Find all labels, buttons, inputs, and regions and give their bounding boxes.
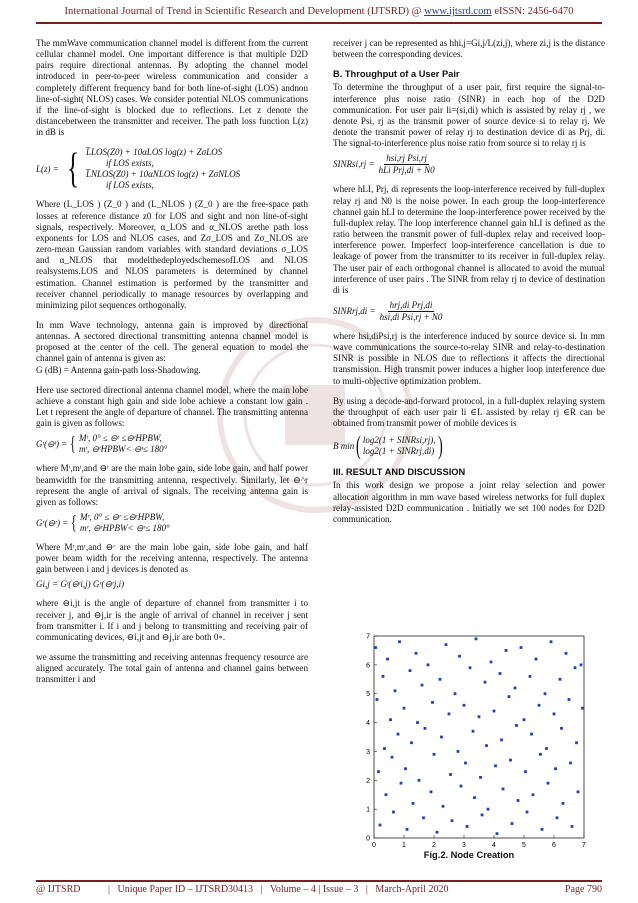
node-point xyxy=(529,675,532,678)
eq-sinr-rd-numerator: hrj,di Prj,di xyxy=(389,299,433,310)
journal-title: International Journal of Trend in Scientific Research and Development (IJTSRD) xyxy=(64,6,410,17)
paragraph-results-intro: In this work design we propose a joint relay selection and power allocation algorithm in mm wave based wireless networks for full duplex relay-assisted D2D communication . Initially we set 100 nodes for D2D communication. xyxy=(333,480,605,524)
node-point xyxy=(565,652,568,655)
node-point xyxy=(376,698,379,701)
node-point xyxy=(454,692,457,695)
node-point xyxy=(496,832,499,835)
x-tick-label: 0 xyxy=(372,842,376,849)
node-point xyxy=(383,747,386,750)
footer-publisher: @ IJTSRD xyxy=(36,884,81,895)
paragraph-gain-equation: G (dB) = Antenna gain-path loss-Shadowing. xyxy=(36,364,201,375)
node-point xyxy=(415,652,418,655)
footer-page-number: Page 790 xyxy=(565,884,602,895)
x-tick-label: 4 xyxy=(492,842,496,849)
x-tick-label: 3 xyxy=(462,842,466,849)
node-point xyxy=(449,773,452,776)
node-point xyxy=(403,707,406,710)
equation-sinr-relay-dest xyxy=(333,300,605,323)
node-point xyxy=(523,718,526,721)
paragraph-loop-interference: where hLI, Prj, di represents the loop-interference received by full-duplex relay rj and N0 is the noise power. In each group the loop-interference channel gain hLI to determine the loop-interference power received by the full-duplex relay. The loop interference channel gain hLI is defined as the ratio between the transmit power of full-duplex relay and received loop-interference power. Imperfect loop-interference cancellation is due to leakage of power from the transmitter to its receiver in full-duplex relay. The user pair of each orthogonal channel is allocated to avoid the mutual interference of user pairs . The SINR from relay rj to device of destination di is xyxy=(333,184,605,295)
paragraph-alignment: we assume the transmitting and receiving antennas frequency resource are aligned accurately. The total gain of antenna and channel gains between transmitter i and xyxy=(36,652,308,685)
node-point xyxy=(515,724,518,727)
node-point xyxy=(406,828,409,831)
node-point xyxy=(511,822,514,825)
equation-throughput xyxy=(333,433,605,459)
eq-path-loss-case2: L̅NLOS(Z0) + 10αNLOS log(z) + ZσNLOS xyxy=(86,169,241,180)
node-point xyxy=(433,753,436,756)
node-point xyxy=(500,738,503,741)
paren-symbol: ( xyxy=(356,431,361,461)
node-point xyxy=(556,816,559,819)
paragraph-tx-params: where Mᵗ,mᵗ,and ⊖ᵗ are the main lobe gain, side lobe gain, and half power beamwidth for the transmitting antenna, respectively. Similarly, let ⊖^r represent the angle of arrival of signals. The receiving antenna gain is given as follows: xyxy=(36,463,308,507)
paragraph-decode-forward: By using a decode-and-forward protocol, in a full-duplex relaying system the throughput of each user pair li ∈L assisted by relay rj ∈R can be obtained from transmit power of mobile devices is xyxy=(333,395,605,429)
node-point xyxy=(439,678,442,681)
node-point xyxy=(379,824,382,827)
eq-rx-gain-case1: Mʳ, 0° ≤ ⊖ʳ ≤⊖ʳHPBW, xyxy=(79,512,165,522)
node-point xyxy=(451,819,454,822)
node-point xyxy=(580,663,583,666)
paragraph-sinr-intro: To determine the throughput of a user pair, first require the signal-to-interference plus noise ratio (SINR) in each hop of the D2D communication. For user pair li=(si,di) which is assisted by relay rj , we denote Psi, rj as the transmit power of source device si to relay rj. We denote the transmit power of relay rj to destination device di as Prj, di. The signal-to-interference plus noise ratio from source si to relay rj is xyxy=(333,82,605,149)
x-tick-label: 2 xyxy=(432,842,436,849)
eq-sinr-sr-fraction xyxy=(377,153,437,176)
node-point xyxy=(485,744,488,747)
paragraph-channel-gain: receiver j can be represented as hhi,j=Gi,j/L(zi,j), where zi,j is the distance between the corresponding devices. xyxy=(333,38,605,60)
paren-symbol: ) xyxy=(437,431,443,461)
equation-path-loss xyxy=(36,147,308,191)
y-tick-label: 7 xyxy=(366,633,370,641)
node-point xyxy=(547,782,550,785)
node-point xyxy=(494,764,497,767)
node-point xyxy=(493,710,496,713)
node-point xyxy=(517,799,520,802)
eq-sinr-rd-fraction xyxy=(378,300,445,323)
node-point xyxy=(559,678,562,681)
eq-sinr-rd-lhs: SINRrj,di = xyxy=(333,305,376,316)
paragraph-rx-params: Where Mʳ,mʳ,and ⊖ʳ are the main lobe gain, side lobe gain, and half power beam width for the receiving antenna, respectively. The antenna gain between i and j devices is denoted as xyxy=(36,542,308,575)
node-point xyxy=(377,770,380,773)
header-at: @ xyxy=(411,6,422,17)
equation-antenna-gain-ij: Gi,j = Gᵗ(⊖ᵗi,j) Gʳ(⊖ʳj,i) xyxy=(36,579,125,590)
node-point xyxy=(469,666,472,669)
node-point xyxy=(389,718,392,721)
node-creation-scatter-chart xyxy=(360,632,588,850)
y-tick-label: 0 xyxy=(366,835,370,843)
paragraph-interference-source: where hsi,diPsi,rj is the interference induced by source device si. In mm wave communications the source-to-relay SINR and relay-to-destination SINR is possible in NLOS due to reflections it affects the directional transmission. High transmit power induces a higher loop interference due to multi-objective optimization problem. xyxy=(333,330,605,386)
node-point xyxy=(553,713,556,716)
footer-sep: | xyxy=(260,884,263,895)
eq-sinr-sr-lhs: SINRsi,rj = xyxy=(333,159,375,170)
node-point xyxy=(458,655,461,658)
node-point xyxy=(530,733,533,736)
node-point xyxy=(440,736,443,739)
figure-caption: Fig.2. Node Creation xyxy=(423,850,515,860)
node-point xyxy=(532,793,535,796)
eq-throughput-row2: log2(1 + SINRrj,di) xyxy=(362,446,435,457)
node-point xyxy=(457,750,460,753)
equation-sinr-source-relay xyxy=(333,153,605,176)
y-tick-label: 2 xyxy=(366,777,370,785)
node-point xyxy=(526,811,529,814)
node-point xyxy=(568,698,571,701)
node-point xyxy=(430,790,433,793)
eq-sinr-rd-denominator: hsi,di Psi,rj + N0 xyxy=(379,311,443,322)
node-point xyxy=(445,643,448,646)
equation-receive-gain xyxy=(36,512,308,534)
y-tick-label: 1 xyxy=(366,806,370,814)
node-point xyxy=(505,649,508,652)
eq-rx-gain-lhs: Gʳ(⊖ʳ) = xyxy=(36,517,69,528)
x-tick-label: 6 xyxy=(552,842,556,849)
node-point xyxy=(508,695,511,698)
node-point xyxy=(509,759,512,762)
node-point xyxy=(397,733,400,736)
node-point xyxy=(421,684,424,687)
node-point xyxy=(382,675,385,678)
right-column xyxy=(333,38,605,534)
footer-sep: | xyxy=(108,884,111,895)
node-point xyxy=(385,793,388,796)
node-point xyxy=(487,808,490,811)
node-point xyxy=(464,762,467,765)
node-point xyxy=(581,707,584,710)
node-point xyxy=(560,727,563,730)
paragraph-angles: where ⊖i,jt is the angle of departure of channel from transmitter i to receiver j, and ⊖j,ir is the angle of arrival of channel in receiver j sent from transmitter i. If i and j belong to transmitting and receiving pair of communicating devices, ⊖i,jt and ⊖j,ir are both 0∘. xyxy=(36,598,308,642)
node-point xyxy=(569,762,572,765)
brace-symbol: { xyxy=(71,512,78,534)
node-point xyxy=(463,704,466,707)
equation-transmit-gain xyxy=(36,433,308,455)
brace-symbol: { xyxy=(66,146,79,193)
y-tick-label: 5 xyxy=(366,691,370,699)
node-point xyxy=(409,669,412,672)
node-point xyxy=(374,646,377,649)
x-tick-label: 7 xyxy=(582,842,586,849)
eq-throughput-lhs: B min xyxy=(333,440,355,451)
node-point xyxy=(575,741,578,744)
node-point xyxy=(448,713,451,716)
node-point xyxy=(554,767,557,770)
node-point xyxy=(404,767,407,770)
node-point xyxy=(386,658,389,661)
paragraph-channel-model: The mmWave communication channel model is different from the current cellular channel model. One important difference is that multiple D2D pairs require directional antennas. By adopting the channel model introduced in peer-to-peer wireless communication and consider a completely different frequency band for both line-of-sight (LOS) andnon line-of-sight( NLOS) cases. We consider potential NLOS communications if the line-of-sight is blocked due to reflections. Let z denote the distancebetween the transmitter and receiver. The path loss function L(z) in dB is xyxy=(36,38,308,138)
node-point xyxy=(416,721,419,724)
node-point xyxy=(398,640,401,643)
node-point xyxy=(490,661,493,664)
node-point xyxy=(538,704,541,707)
journal-issn: eISSN: 2456-6470 xyxy=(494,6,574,17)
node-point xyxy=(442,805,445,808)
node-point xyxy=(478,715,481,718)
node-point xyxy=(392,811,395,814)
section-heading-results: III. RESULT AND DISCUSSION xyxy=(333,467,466,478)
footer-sep: | xyxy=(365,884,368,895)
node-point xyxy=(541,828,544,831)
footer-rule xyxy=(36,880,602,882)
eq-path-loss-case1: L̅LOS(Z0) + 10αLOS log(z) + ZσLOS xyxy=(86,147,223,158)
node-point xyxy=(466,825,469,828)
node-point xyxy=(562,802,565,805)
eq-path-loss-lhs: L(z) = xyxy=(36,163,59,174)
node-point xyxy=(514,687,517,690)
eq-rx-gain-case2: mʳ, ⊖ʳHPBW< ⊖ʳ≤ 180° xyxy=(79,523,170,533)
node-point xyxy=(544,692,547,695)
node-point xyxy=(473,796,476,799)
node-point xyxy=(391,756,394,759)
node-point xyxy=(484,681,487,684)
node-point xyxy=(574,666,577,669)
eq-tx-gain-case1: Mᵗ, 0° ≤ ⊖ᵗ ≤⊖ᵗHPBW, xyxy=(79,433,162,444)
node-point xyxy=(524,770,527,773)
y-tick-label: 4 xyxy=(366,720,370,728)
paragraph-path-loss-params: Where (L_LOS ) (Z_0 ) and (L_NLOS ) (Z_0 ) are the free-space path losses at reference distance z0 for LOS and sight and non line-of-sight signals, respectively. Moreover, α_LOS and α_NLOS arethe path loss exponents for LOS and NLOS cases, and Zσ_LOS and Zσ_NLOS are zero-mean Gaussian random variables with standard deviations σ_LOS and α_NLOS that modelthedeployedschemesofLOS and NLOS realsystems.LOS and NLOS parameters is determined by channel estimation. Channel estimation is performed by the transmitter and receiver channel periodically to manage resources by overlapping and minimizing pilot sequences orthogonally. xyxy=(36,199,308,310)
node-point xyxy=(394,689,397,692)
footer-paper-id: Unique Paper ID – IJTSRD30413 xyxy=(117,884,254,895)
journal-website-link[interactable]: www.ijtsrd.com xyxy=(424,6,492,17)
header-rule xyxy=(36,22,602,24)
eq-path-loss-case2-cond: if LOS exists, xyxy=(106,180,154,191)
node-point xyxy=(418,779,421,782)
brace-symbol: { xyxy=(70,433,77,456)
y-tick-label: 3 xyxy=(366,748,370,756)
y-tick-label: 6 xyxy=(366,662,370,670)
eq-sinr-sr-denominator: hLi Prj,di + N0 xyxy=(378,165,435,176)
node-point xyxy=(550,640,553,643)
node-point xyxy=(479,776,482,779)
x-tick-label: 1 xyxy=(402,842,406,849)
node-point xyxy=(577,790,580,793)
node-point xyxy=(475,637,478,640)
footer-details xyxy=(108,884,448,895)
node-point xyxy=(520,646,523,649)
plot-frame xyxy=(374,636,584,838)
journal-header xyxy=(0,6,638,17)
node-point xyxy=(502,788,505,791)
node-point xyxy=(460,785,463,788)
x-tick-label: 5 xyxy=(522,842,526,849)
eq-tx-gain-case2: mᵗ, ⊖ᵗHPBW< ⊖ᵗ≤ 180° xyxy=(79,444,168,455)
node-point xyxy=(539,753,542,756)
node-point xyxy=(545,747,548,750)
node-point xyxy=(422,816,425,819)
node-point xyxy=(571,825,574,828)
footer-volume: Volume – 4 | Issue – 3 xyxy=(269,884,359,895)
eq-tx-gain-lhs: Gᵗ(⊖ᵗ) = xyxy=(36,438,68,449)
node-point xyxy=(424,727,427,730)
node-point xyxy=(400,782,403,785)
node-point xyxy=(472,730,475,733)
left-column xyxy=(36,38,308,695)
eq-path-loss-case1-cond: if LOS exists, xyxy=(106,158,154,169)
node-point xyxy=(481,814,484,817)
node-point xyxy=(499,672,502,675)
node-point xyxy=(427,663,430,666)
footer-date: March-April 2020 xyxy=(375,884,449,895)
eq-throughput-row1: log2(1 + SINRsi,rj), xyxy=(362,435,436,446)
paragraph-sectored-model: Here use sectored directional antenna channel model, where the main lobe achieve a constant high gain and side lobe achieve a constant low gain . Let t represent the angle of departure of channel. The transmitting antenna gain is given as follows: xyxy=(36,384,308,429)
paragraph-antenna-gain: In mm Wave technology, antenna gain is improved by directional antennas. A sectored directional transmitting antenna channel model is proposed at the center of the cell. The general equation to model the channel gain of antenna is given as: xyxy=(36,319,308,364)
node-point xyxy=(412,802,415,805)
eq-sinr-sr-numerator: hsi,rj Psi,rj xyxy=(386,153,427,164)
node-point xyxy=(431,701,434,704)
node-point xyxy=(436,831,439,834)
section-heading-throughput: B. Throughput of a User Pair xyxy=(333,69,460,80)
node-point xyxy=(535,658,538,661)
node-point xyxy=(410,741,413,744)
